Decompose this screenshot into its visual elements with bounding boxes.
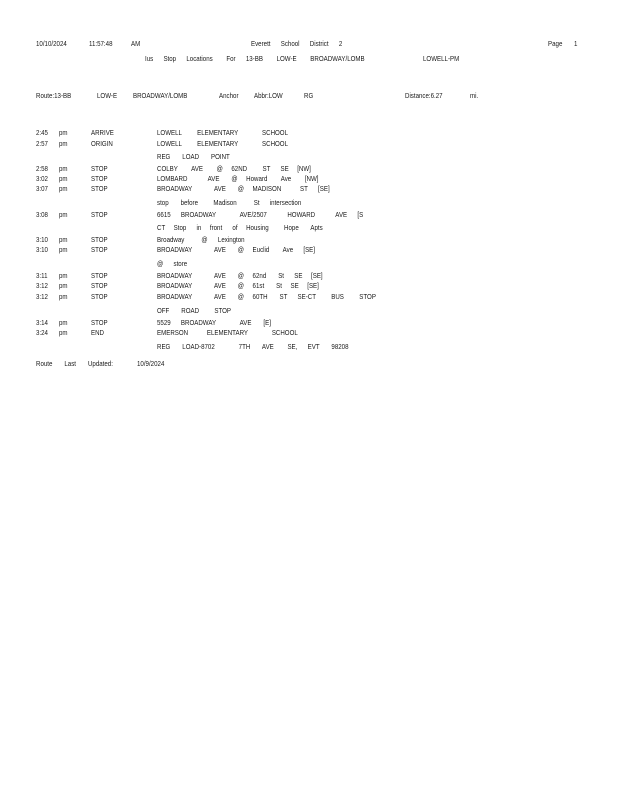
- stop-note: REG LOAD POINT: [157, 152, 230, 161]
- stop-location: LOWELL ELEMENTARY SCHOOL: [157, 128, 289, 137]
- route-distance-unit: mi.: [470, 91, 479, 100]
- district-title: Everett School District 2: [251, 39, 343, 48]
- report-subtitle-right: LOWELL-PM: [423, 54, 460, 63]
- stop-type: STOP: [91, 245, 108, 254]
- stop-ampm: pm: [59, 184, 68, 193]
- report-date: 10/10/2024: [36, 39, 67, 48]
- stop-type: END: [91, 328, 104, 337]
- route-distance: Distance:6.27: [405, 91, 443, 100]
- stop-location: Broadway @ Lexington: [157, 235, 245, 244]
- stop-ampm: pm: [59, 328, 68, 337]
- stop-row: [0, 271, 618, 281]
- stop-ampm: pm: [59, 210, 68, 219]
- stop-note: OFF ROAD STOP: [157, 306, 232, 315]
- stop-ampm: pm: [59, 318, 68, 327]
- stop-time: 3:10: [36, 245, 48, 254]
- route-last-updated-date: 10/9/2024: [137, 359, 165, 368]
- stop-ampm: pm: [59, 292, 68, 301]
- stop-row: [0, 139, 618, 149]
- stop-type: STOP: [91, 281, 108, 290]
- stop-note: @ store: [157, 259, 188, 268]
- stop-note-row: [0, 223, 618, 233]
- stop-time: 3:12: [36, 292, 48, 301]
- stop-type: STOP: [91, 318, 108, 327]
- stop-ampm: pm: [59, 281, 68, 290]
- stop-time: 3:12: [36, 281, 48, 290]
- stop-time: 3:24: [36, 328, 48, 337]
- stop-ampm: pm: [59, 164, 68, 173]
- stop-time: 2:57: [36, 139, 48, 148]
- route-abbr: Abbr:LOW: [254, 91, 283, 100]
- route-low: LOW-E: [97, 91, 118, 100]
- page-number: 1: [574, 39, 578, 48]
- route-last-updated-label: Route Last Updated:: [36, 359, 113, 368]
- stop-ampm: pm: [59, 235, 68, 244]
- stop-ampm: pm: [59, 174, 68, 183]
- page-label: Page: [548, 39, 563, 48]
- stop-row: [0, 281, 618, 291]
- stop-row: [0, 318, 618, 328]
- stop-row: [0, 245, 618, 255]
- stop-time: 3:02: [36, 174, 48, 183]
- stop-note: REG LOAD-8702 7TH AVE SE, EVT 98208: [157, 342, 349, 351]
- stop-time: 2:45: [36, 128, 48, 137]
- stop-ampm: pm: [59, 139, 68, 148]
- route-anchor: Anchor: [219, 91, 239, 100]
- stop-row: [0, 164, 618, 174]
- stop-location: BROADWAY AVE @ MADISON ST [SE]: [157, 184, 330, 193]
- stop-time: 3:07: [36, 184, 48, 193]
- stop-note-row: [0, 198, 618, 208]
- stop-row: [0, 210, 618, 220]
- stop-location: LOMBARD AVE @ Howard Ave [NW]: [157, 174, 319, 183]
- stop-note-row: [0, 259, 618, 269]
- stop-ampm: pm: [59, 271, 68, 280]
- stop-ampm: pm: [59, 128, 68, 137]
- stop-row: [0, 235, 618, 245]
- stop-location: BROADWAY AVE @ 61st St SE [SE]: [157, 281, 319, 290]
- stop-type: STOP: [91, 164, 108, 173]
- stop-location: 5529 BROADWAY AVE [E]: [157, 318, 271, 327]
- route-name: BROADWAY/LOMB: [133, 91, 188, 100]
- stop-type: STOP: [91, 235, 108, 244]
- route-id: Route:13-BB: [36, 91, 72, 100]
- stop-type: STOP: [91, 184, 108, 193]
- stop-row: [0, 184, 618, 194]
- stop-ampm: pm: [59, 245, 68, 254]
- stop-note: stop before Madison St intersection: [157, 198, 302, 207]
- stop-type: STOP: [91, 292, 108, 301]
- stop-type: ORIGIN: [91, 139, 113, 148]
- stop-note-row: [0, 342, 618, 352]
- stop-note-row: [0, 306, 618, 316]
- stop-type: STOP: [91, 271, 108, 280]
- stop-type: STOP: [91, 210, 108, 219]
- stop-location: EMERSON ELEMENTARY SCHOOL: [157, 328, 298, 337]
- stop-row: [0, 174, 618, 184]
- stop-row: [0, 292, 618, 302]
- stop-note-row: [0, 152, 618, 162]
- stop-note: CT Stop in front of Housing Hope Apts: [157, 223, 323, 232]
- stop-time: 3:14: [36, 318, 48, 327]
- route-rg: RG: [304, 91, 314, 100]
- stop-row: [0, 328, 618, 338]
- stop-time: 3:08: [36, 210, 48, 219]
- stop-location: BROADWAY AVE @ 62nd St SE [SE]: [157, 271, 323, 280]
- stop-location: BROADWAY AVE @ Euclid Ave [SE]: [157, 245, 316, 254]
- stop-type: ARRIVE: [91, 128, 114, 137]
- stop-row: [0, 128, 618, 138]
- report-subtitle: Ius Stop Locations For 13-BB LOW-E BROADWAY/LOMB: [145, 54, 365, 63]
- stop-time: 3:10: [36, 235, 48, 244]
- stop-location: BROADWAY AVE @ 60TH ST SE-CT BUS STOP: [157, 292, 376, 301]
- stop-location: COLBY AVE @ 62ND ST SE [NW]: [157, 164, 311, 173]
- report-time: 11:57:48: [89, 39, 113, 48]
- stop-time: 3:11: [36, 271, 48, 280]
- stop-time: 2:58: [36, 164, 48, 173]
- report-ampm: AM: [131, 39, 141, 48]
- stop-type: STOP: [91, 174, 108, 183]
- stop-location: LOWELL ELEMENTARY SCHOOL: [157, 139, 289, 148]
- stop-location: 6615 BROADWAY AVE/2507 HOWARD AVE [S: [157, 210, 364, 219]
